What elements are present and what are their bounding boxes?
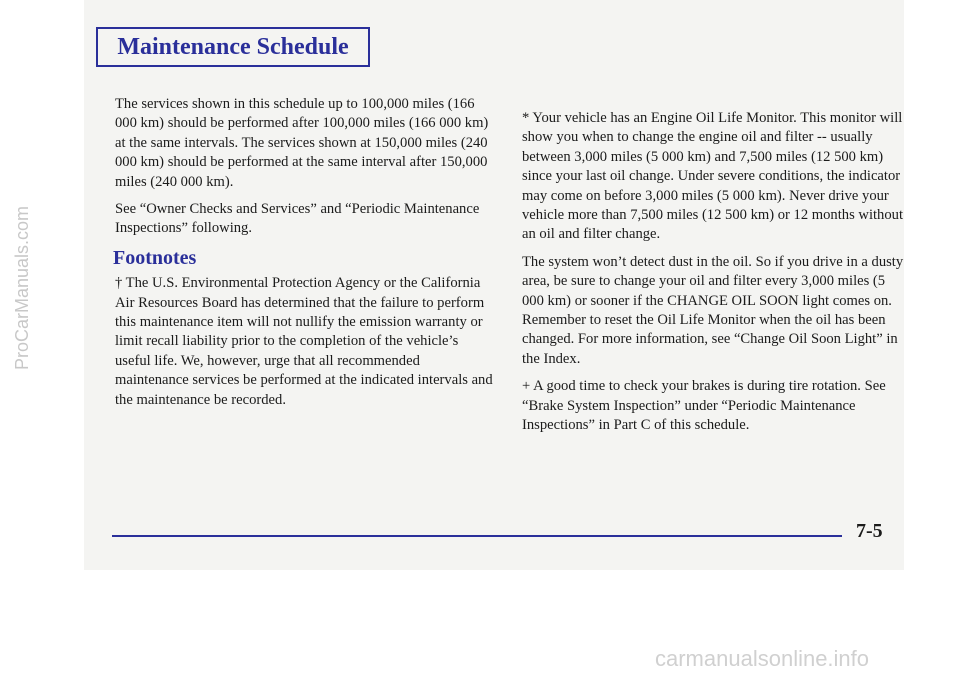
left-column [115,95,495,418]
right-column [522,109,907,444]
dust-paragraph: The system won’t detect dust in the oil. So if you drive in a dusty area, be sure to change your oil and filter every 3,000 miles (5 000 km) or sooner if the CHANGE OIL SOON light comes on. Remember to reset the Oil Life Monitor when the oil has been changed. For more information, see “Change Oil Soon Light” in the Index. [522,253,904,367]
footnote-dagger: † The U.S. Environmental Protection Agency or the California Air Resources Board has determined that the failure to perform this maintenance item will not nullify the emission warranty or limit recall liability prior to the completion of the vehicle’s useful life. We, however, urge that all recommended maintenance services be performed at the indicated intervals and the maintenance be recorded. [115,275,493,408]
see-also-paragraph: See “Owner Checks and Services” and “Periodic Maintenance Inspections” following. [115,201,480,237]
footnote-plus: + A good time to check your brakes is during tire rotation. See “Brake System Inspection” under “Periodic Maintenance Inspections” in Part C of this schedule. [522,378,886,434]
bottom-watermark: carmanualsonline.info [655,646,870,671]
footnotes-heading: Footnotes [113,246,197,269]
footer-rule [112,535,842,537]
intro-paragraph: The services shown in this schedule up to 100,000 miles (166 000 km) should be performed after 100,000 miles (166 000 km) at the same intervals. The services shown at 150,000 miles (240 000 km) should be performed at the same interval after 150,000 miles (240 000 km). [115,96,489,190]
side-watermark: ProCarManuals.com [12,205,32,370]
page-number: 7-5 [856,520,883,542]
footnote-asterisk: * Your vehicle has an Engine Oil Life Monitor. This monitor will show you when to change the engine oil and filter -- usually between 3,000 miles (5 000 km) and 7,500 miles (12 500 km) since your last oil change. Under severe conditions, the indicator may come on before 3,000 miles (5 000 km). Never drive your vehicle more than 7,500 miles (12 500 km) or 12 months without an oil and filter change. [522,110,904,243]
page-title: Maintenance Schedule [96,27,370,67]
